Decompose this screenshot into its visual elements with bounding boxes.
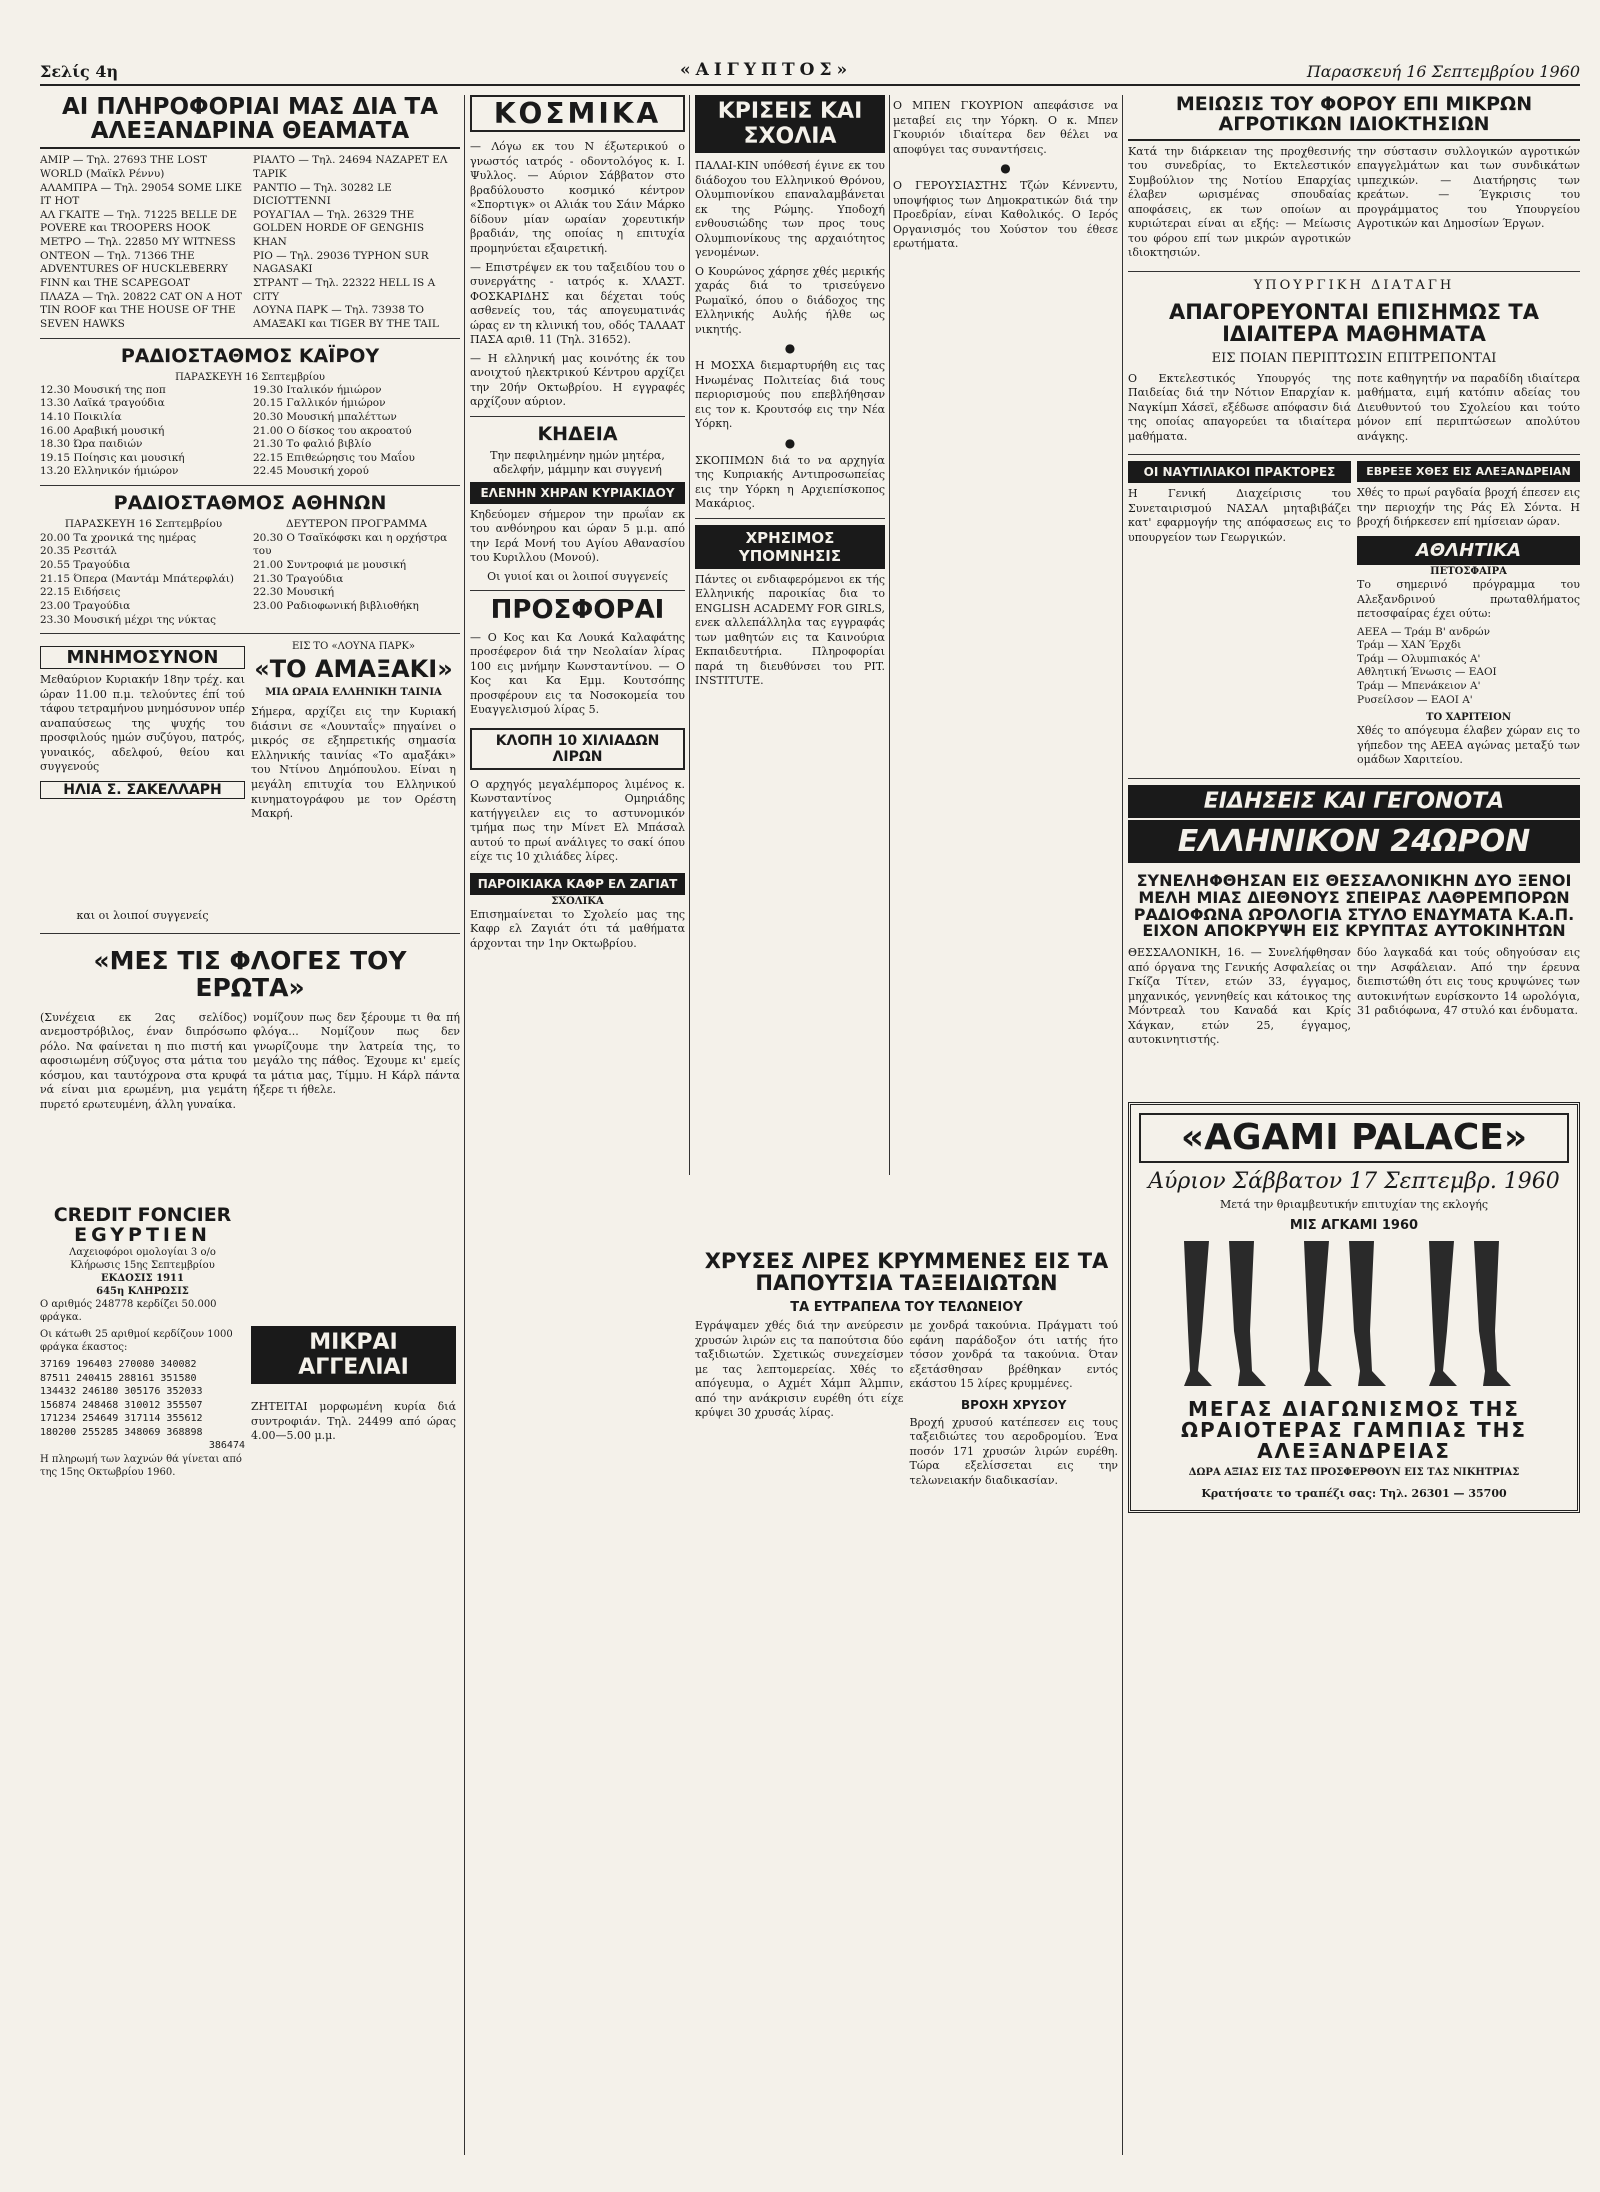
program-entry: 13.30 Λαϊκά τραγούδια <box>40 397 165 410</box>
number-row: 37169 196403 270080 340082 <box>40 1359 197 1371</box>
program-entry: 20.30 Ο Τσαϊκόφσκι και η ορχήστρα του <box>253 531 448 558</box>
program-entry: 23.30 Μουσική μέχρι της νύκτας <box>40 613 217 626</box>
serial-text-left: (Συνέχεια εκ 2ας σελίδος) ανεμοστρόβιλος, έναν διπρόσωπο ρόλο. Να φαίνεται η πιο πιστή και αφοσιωμένη σύζυγος στα μάτια του κόσμου, και ταυτόχρονα στα κρυφά νά είναι μια ερωμένη, μια γεμάτη πυρετό ερωτευμένη, άλλη γυναίκα. <box>40 1010 247 1111</box>
credit-numbers <box>40 1358 245 1453</box>
useful-title: ΧΡΗΣΙΜΟΣ ΥΠΟΜΝΗΣΙΣ <box>695 525 885 569</box>
tax-body <box>1128 145 1580 265</box>
agami-ad <box>1128 1102 1580 1513</box>
mpen-text: Ο ΜΠΕΝ ΓΚΟΥΡΙΟΝ απεφάσισε να μεταβεί εις την Υόρκη. Ο κ. Μπεν Γκουριόν ιδιαίτερα δεν θέλει να αποφύγει τας συναντήσεις. <box>893 99 1118 156</box>
credit-others: Οι κάτωθι 25 αριθμοί κερδίζουν 1000 φράγκα έκαστος: <box>40 1329 233 1354</box>
column-4 <box>893 95 1118 256</box>
news24-headline-3: ΡΑΔΙΟΦΩΝΑ ΩΡΟΛΟΓΙΑ ΣΤΥΛΟ ΕΝΔΥΜΑΤΑ Κ.Α.Π. <box>1133 904 1575 924</box>
theatres-right <box>253 154 460 331</box>
radio-cairo-schedule <box>40 384 460 479</box>
colony-text: Επισημαίνεται το Σχολείο μας της Καφρ ελ Ζαγιάτ ότι τά μαθήματα άρχονται την 1ην Οκτωβρίου. <box>470 907 685 950</box>
number-row: 156874 248468 310012 355507 <box>40 1399 203 1411</box>
separator-dot: ● <box>1000 161 1011 176</box>
number-row: 87511 240415 288161 351580 <box>40 1372 197 1384</box>
agami-title: «AGAMI PALACE» <box>1139 1113 1569 1163</box>
program-entry: 19.30 Ιταλικόν ήμιώρον <box>253 383 382 396</box>
social-text: — Λόγω εκ του Ν έξωτερικού ο γνωστός ιατρός - οδοντολόγος κ. Ι. Ψυλλος. — Αύριον Σάββατον στο βραδύλουστο κοσμικό κέντρον «Σπορτιγκ» οι Αλιάκ του Σάιν Μάρκο δίδουν μίαν ωραίαν χορευτικήν βραδιάν, της οποίας η επιτυχία προμηνύεται εξαιρετική. <box>470 140 685 255</box>
amaxaki-pre: ΕΙΣ ΤΟ «ΛΟΥΝΑ ΠΑΡΚ» <box>291 641 416 653</box>
rain-title: ΕΒΡΕΞΕ ΧΘΕΣ ΕΙΣ ΑΛΕΞΑΝΔΡΕΙΑΝ <box>1357 461 1580 482</box>
memorial-notice <box>40 640 245 927</box>
gold-body <box>695 1319 1118 1492</box>
legs-icon <box>1154 1241 1554 1391</box>
program-entry: 21.00 Ο δίσκος του ακροατού <box>253 424 412 437</box>
radio-athens-right <box>253 518 460 627</box>
number-row: 180200 255285 348069 368898 <box>40 1426 203 1438</box>
amaxaki-title: «ΤΟ ΑΜΑΞΑΚΙ» <box>254 655 453 684</box>
memorial-name: ΗΛΙΑ Σ. ΣΑΚΕΛΛΑΡΗ <box>40 781 245 799</box>
maritime-and-rain <box>1128 461 1580 771</box>
comments-paragraph: ΠΑΛΑΙ-ΚΙΝ υπόθεσή έγινε εκ του διάδοχου του Ελληνικού Θρόνου, Ολυμπιονίκου επαναλαμβάνεται εκ της Ρώμης. Υποδοχή ενθουσιώδης των προς τους Ολυμπιονίκους της αρχαιότητος γενομένων. <box>695 159 885 260</box>
radio-cairo-title: ΡΑΔΙΟΣΤΑΘΜΟΣ ΚΑΪΡΟΥ <box>120 344 380 367</box>
theatres-left <box>40 154 247 331</box>
program-entry: 16.00 Αραβική μουσική <box>40 424 165 437</box>
theatre-entry: ΡΟΥΑΓΙΑΛ — Τηλ. 26329 THE GOLDEN HORDE OF GENGHIS KHAN <box>253 208 425 249</box>
gold-title: ΧΡΥΣΕΣ ΛΙΡΕΣ ΚΡΥΜΜΕΝΕΣ ΕΙΣ ΤΑ ΠΑΠΟΥΤΣΙΑ ΤΑΞΕΙΔΙΩΤΩΝ <box>704 1250 1109 1296</box>
theatre-entry: ΑΛΑΜΠΡΑ — Τηλ. 29054 SOME LIKE IT HOT <box>40 181 243 208</box>
column-divider <box>689 95 690 1175</box>
tax-text-right: την σύστασιν συλλογικών αγροτικών επαγγελμάτων και των συνδικάτων ιμπεχικών. — Διατήρησις των κρεάτων. — Έγκρισις του προγράμματος του Υπουργείου Αγροτικών και Δημοσίων Έργων. <box>1357 144 1580 231</box>
masthead <box>40 50 1580 86</box>
gold-rain-text: Βροχή χρυσού κατέπεσεν εις τους ταξειδιώτες του αεροδρομίου. Ένα ποσόν 171 χρυσών λιρών ευρέθη. Τώρα εξελίσσεται εις την τελωνειακήν διαδικασίαν. <box>909 1415 1118 1487</box>
fixture-entry: Τράμ — Μπενάκειον Α' <box>1357 680 1481 693</box>
fixture-entry: Αθλητική Ένωσις — ΕΑΟΙ <box>1357 666 1497 679</box>
social-title: ΚΟΣΜΙΚΑ <box>493 97 662 130</box>
credit-note: Η πληρωμή των λαχνών θά γίνεται από της 15ης Οκτωβρίου 1960. <box>40 1453 242 1478</box>
credit-foncier-notice <box>40 1206 245 1482</box>
offers-title: ΠΡΟΣΦΟΡΑΙ <box>490 595 665 626</box>
program-entry: 22.15 Ειδήσεις <box>40 586 121 599</box>
program-entry: 23.00 Ραδιοφωνική βιβλιοθήκη <box>253 599 419 612</box>
column-divider <box>889 95 890 1175</box>
maritime-title: ΟΙ ΝΑΥΤΙΛΙΑΚΟΙ ΠΡΑΚΤΟΡΕΣ <box>1128 461 1351 483</box>
program-entry: 21.15 Όπερα (Μαντάμ Μπάτερφλάι) <box>40 572 234 585</box>
comments-title: ΚΡΙΣΕΙΣ ΚΑΙ ΣΧΟΛΙΑ <box>695 95 885 153</box>
ministry-headline: ΑΠΑΓΟΡΕΥΟΝΤΑΙ ΕΠΙΣΗΜΩΣ ΤΑ ΙΔΙΑΙΤΕΡΑ ΜΑΘΗΜΑΤΑ <box>1168 299 1540 346</box>
mpen-text-2: Ο ΓΕΡΟΥΣΙΑΣΤΗΣ Τζών Κέννεντυ, υποψήφιος των Δημοκρατικών διά την Προεδρίαν, είναι Καθολικός. Ο Ιερός Οργανισμός του Χούστον του έθεσε ερωτήματα. <box>893 179 1118 251</box>
agami-miss: ΜΙΣ ΑΓΚΑΜΙ 1960 <box>1289 1218 1419 1234</box>
social-text-2: — Επιστρέψεν εκ του ταξειδίου του ο συνεργάτης - ιατρός κ. ΧΛΑΣΤ. ΦΟΣΚΑΡΙΔΗΣ και δέχεται τούς ασθενείς του, τάς απογευματινάς ώρας εν τη κλινική του, οδός ΤΑΛΑΑΤ ΠΑΣΑ αριθ. 11 (Τηλ. 31652). <box>470 260 685 347</box>
funeral-title: ΚΗΔΕΙΑ <box>537 422 618 445</box>
agami-sub: ΔΩΡΑ ΑΞΙΑΣ ΕΙΣ ΤΑΣ ΠΡΟΣΦΕΡΘΟΥΝ ΕΙΣ ΤΑΣ ΝΙΚΗΤΡΙΑΣ <box>1188 1467 1520 1479</box>
colony-sub: ΣΧΟΛΙΚΑ <box>551 895 604 907</box>
memorial-and-film <box>40 640 460 927</box>
gold-text-left: Εγράψαμεν χθές διά την ανεύρεσιν χρυσών λιρών εις τα παπούτσια δύο ταξιδιωτών. Σχετικώς συνεχείσμεν με τας λεπτομερείας. Χθές το απόγευμα, ο Αχμέτ Χάμπ Άλμπιν, από την ανάκρισιν ευρέθη ότι είχε κρύψει 30 χρυσάς λίρας. <box>695 1319 904 1420</box>
theatre-entry: ΑΛ ΓΚΑΙΤΕ — Τηλ. 71225 BELLE DE POVERE και TROOPERS HOOK <box>40 208 237 235</box>
comments-paragraph: ΣΚΟΠΙΜΩΝ διά το να αρχηγία της Κυπριακής Αντιπροσωπείας εις την Υόρκη η Αρχιεπίσκοπος Μακάριος. <box>695 453 885 511</box>
program-entry: 20.00 Τα χρονικά της ημέρας <box>40 531 197 544</box>
tax-title: ΜΕΙΩΣΙΣ ΤΟΥ ΦΟΡΟΥ ΕΠΙ ΜΙΚΡΩΝ ΑΓΡΟΤΙΚΩΝ ΙΔΙΟΚΤΗΣΙΩΝ <box>1128 95 1580 141</box>
small-ads <box>251 1206 456 1482</box>
fixture-entry: Ρυσείλσον — ΕΑΟΙ Α' <box>1357 693 1473 706</box>
radio-cairo-right <box>253 384 460 479</box>
memorial-title: ΜΝΗΜΟΣΥΝΟΝ <box>40 646 245 669</box>
news24-body <box>1128 946 1580 1052</box>
program-entry: 23.00 Τραγούδια <box>40 599 131 612</box>
theatre-entry: ΡΙΑΛΤΟ — Τηλ. 24694 ΝΑΖΑΡΕΤ ΕΛ ΤΑΡΙΚ <box>253 154 448 180</box>
small-ads-title: ΜΙΚΡΑΙ ΑΓΓΕΛΙΑΙ <box>251 1326 456 1384</box>
ministry-body <box>1128 372 1580 449</box>
theft-title-box <box>470 728 685 770</box>
serial-body <box>40 1011 460 1117</box>
maritime-article <box>1128 461 1351 771</box>
sports-fixtures <box>1357 626 1580 708</box>
radio-cairo-date: ΠΑΡΑΣΚΕΥΗ 16 Σεπτεμβρίου <box>175 371 325 383</box>
agami-date: Αύριον Σάββατον 17 Σεπτεμβρ. 1960 <box>1148 1168 1560 1194</box>
column-5 <box>1128 95 1580 1513</box>
separator-dot: ● <box>784 341 796 356</box>
column-2 <box>470 95 685 955</box>
theatre-entry: ΠΛΑΖΑ — Τηλ. 20822 CAT ON A HOT TIN ROOF και THE HOUSE OF THE SEVEN HAWKS <box>40 290 242 330</box>
news24-headline-2: ΜΕΛΗ ΜΙΑΣ ΔΙΕΘΝΟΥΣ ΣΠΕΙΡΑΣ ΛΑΘΡΕΜΠΟΡΩΝ <box>1138 887 1570 907</box>
agami-text: Μετά την θριαμβευτικήν επιτυχίαν της εκλογής <box>1219 1197 1489 1211</box>
program-entry: 22.30 Μουσική <box>253 586 334 599</box>
sports-sub-2: ΤΟ ΧΑΡΙΤΕΙΟΝ <box>1426 712 1511 724</box>
number-row: 386474 <box>208 1440 245 1452</box>
program-entry: 12.30 Μουσική της ποπ <box>40 383 166 396</box>
paper-name: «ΑΙΓΥΠΤΟΣ» <box>680 60 853 80</box>
amaxaki-sub: ΜΙΑ ΩΡΑΙΑ ΕΛΛΗΝΙΚΗ ΤΑΙΝΙΑ <box>265 687 442 699</box>
issue-date: Παρασκευή 16 Σεπτεμβρίου 1960 <box>1306 62 1580 81</box>
rain-text: Χθές το πρωί ραγδαία βροχή έπεσεν εις την περιοχήν της Ράς Ελ Σόντα. Η βροχή διήρκεσεν επί ημίσειαν ώραν. <box>1357 486 1580 529</box>
sports-text: Το σημερινό πρόγραμμα του Αλεξανδρινού πρωταθλήματος πετοσφαίρας έχει ούτω: <box>1357 578 1580 621</box>
news24-banner-1: ΕΙΔΗΣΕΙΣ ΚΑΙ ΓΕΓΟΝΟΤΑ <box>1128 785 1580 818</box>
program-entry: 18.30 Ώρα παιδιών <box>40 438 143 451</box>
social-title-box <box>470 95 685 132</box>
news24-section <box>1128 785 1580 1052</box>
colony-title: ΠΑΡΟΙΚΙΑΚΑ ΚΑΦΡ ΕΛ ΖΑΓΙΑΤ <box>470 873 685 895</box>
theatre-entry: ΑΜΙΡ — Τηλ. 27693 THE LOST WORLD (Μαϊκλ Ρέννυ) <box>40 154 208 180</box>
radio-athens-title: ΡΑΔΙΟΣΤΑΘΜΟΣ ΑΘΗΝΩΝ <box>113 492 387 515</box>
funeral-intro: Την πεφιλημένην ημών μητέρα, αδελφήν, μάμμην και συγγενή <box>490 448 665 477</box>
small-ads-text: ΖΗΤΕΙΤΑΙ μορφωμένη κυρία διά συντροφιάν. Τηλ. 24499 από ώρας 4.00—5.00 μ.μ. <box>251 1400 456 1443</box>
funeral-closing: Οι γυιοί και οι λοιποί συγγενείς <box>487 569 668 583</box>
news24-banner-2: ΕΛΛΗΝΙΚΟΝ 24ΩΡΟΝ <box>1128 820 1580 863</box>
theft-title: ΚΛΟΠΗ 10 ΧΙΛΙΑΔΩΝ ΛΙΡΩΝ <box>495 732 660 765</box>
offers-text: — Ο Κος και Κα Λουκά Καλαφάτης προσέφερον διά την Νεολαίαν λίρας 100 εις μνήμην Κωνσταντίνου. — Ο Κος και Κα Εμμ. Κουτσόπης προσφέρουν εις τα Νοσοκομεία του Ευαγγελισμού λίρας 5. <box>470 630 685 717</box>
tax-text-left: Κατά την διάρκειαν της προχθεσινής του συνεδρίας, το Εκτελεστικόν Συμβούλιον της Νοτίου Επαρχίας έλαβεν ωρισμένας σπουδαίας αποφάσεις, εκ των οποίων αι κυριώτεραι είναι αι εξής: — Μείωσις του φόρου επί των μικρών αγροτικών ιδιοκτησιών. <box>1128 144 1351 260</box>
fixture-entry: ΑΕΕΑ — Τράμ Β' ανδρών <box>1357 625 1490 638</box>
theatre-entry: ΜΕΤΡΟ — Τηλ. 22850 MY WITNESS <box>40 236 236 249</box>
sports-title: ΑΘΛΗΤΙΚΑ <box>1357 536 1580 565</box>
news24-text-left: ΘΕΣΣΑΛΟΝΙΚΗ, 16. — Συνελήφθησαν από όργανα της Γενικής Ασφαλείας οι Γκίζα Τίτεν, ετών 33, έγγαμος, μηχανικός, γεννηθείς και κάτοικος της Μόντρεαλ του Καναδά και Κρίς Χάγκαν, ετών 25, έγγαμος, αυτοκινητιστής. <box>1128 946 1351 1047</box>
theatre-entry: ΛΟΥΝΑ ΠΑΡΚ — Τηλ. 73938 ΤΟ ΑΜΑΞΑΚΙ και TIGER BY THE TAIL <box>253 304 439 330</box>
program-entry: 19.15 Ποίησις και μουσική <box>40 451 185 464</box>
news24-headline-1: ΣΥΝΕΛΗΦΘΗΣΑΝ ΕΙΣ ΘΕΣΣΑΛΟΝΙΚΗΝ ΔΥΟ ΞΕΝΟΙ <box>1136 870 1572 890</box>
sports-text-2: Χθές το απόγευμα έλαβεν χώραν εις το γήπεδον της ΑΕΕΑ αγώνας μεταξύ των ομάδων Χαριτείου. <box>1357 724 1580 767</box>
funeral-text: Κηδεύομεν σήμερον την πρωΐαν εκ του ανθόνηρου και ώραν 5 μ.μ. από την Ιερά Μονή του Αγίου Αθανασίου του Κυριλλου (Μονού). <box>470 507 685 565</box>
ministry-title: ΥΠΟΥΡΓΙΚΗ ΔΙΑΤΑΓΗ <box>1253 278 1455 293</box>
ministry-sub: ΕΙΣ ΠΟΙΑΝ ΠΕΡΙΠΤΩΣΙΝ ΕΠΙΤΡΕΠΟΝΤΑΙ <box>1211 350 1497 366</box>
radio-cairo-left <box>40 384 247 479</box>
program-entry: 20.35 Ρεσιτάλ <box>40 545 117 558</box>
program-entry: 20.15 Γαλλικόν ήμιώρον <box>253 397 386 410</box>
program-entry: 20.30 Μουσική μπαλέττων <box>253 410 397 423</box>
page-number: Σελίς 4η <box>40 62 119 81</box>
program-entry: 22.45 Μουσική χορού <box>253 465 369 478</box>
column-divider <box>1122 95 1123 2155</box>
theatre-entry: ΟΝΤΕΟΝ — Τηλ. 71366 THE ADVENTURES OF HUCKLEBERRY FINN και THE SCAPEGOAT <box>40 249 228 290</box>
credit-draw: Κλήρωσις 15ης Σεπτεμβρίου <box>70 1260 215 1272</box>
credit-prize: Ο αριθμός 248778 κερδίζει 50.000 φράγκα. <box>40 1299 217 1324</box>
credit-draw-number: 645η ΚΛΗΡΩΣΙΣ <box>96 1286 189 1298</box>
comments-paragraph: Ο Κουρώνος χάρησε χθές μερικής χαράς διά το τρισεύγενο Ρωμαϊκό, όπου ο διάδοχος της Ελληνικής Αυλής ήλθε ως νικητής. <box>695 264 885 336</box>
credit-foncier-subtitle: EGYPTIEN <box>74 1224 211 1247</box>
fixture-entry: Τράμ — Ολυμπιακός Α' <box>1357 652 1481 665</box>
maritime-text: Η Γενική Διαχείρισις του Συνεταιρισμού ΝΑΣΑΛ μηταβιβάζει κατ' εφαρμογήν της απόφασεως εις το υπουργείον των Γεωργικών. <box>1128 487 1351 544</box>
program-entry: 14.10 Ποικιλία <box>40 410 122 423</box>
gold-right <box>910 1319 1119 1492</box>
program-date: ΠΑΡΑΣΚΕΥΗ 16 Σεπτεμβρίου <box>64 518 223 531</box>
rain-article <box>1357 461 1580 771</box>
column-1 <box>40 95 460 1483</box>
column-3 <box>695 95 885 693</box>
news24-headline-4: ΕΙΧΟΝ ΑΠΟΚΡΥΨΗ ΕΙΣ ΚΡΥΠΤΑΣ ΑΥΤΟΚΙΝΗΤΩΝ <box>1142 921 1566 941</box>
ministry-text-right: ποτε καθηγητήν να παραδίδη ιδιαίτερα μαθήματα, ειμή κατόπιν αδείας του Διευθυντού του Σχολείου και τούτο μόνον επί περιπτώσεων απολύτου ανάγκης. <box>1357 371 1580 443</box>
amaxaki-text: Σήμερα, αρχίζει εις την Κυριακή διάσινι σε «Λουνταΐς» πηγαίνει ο μικρός σε εξηπρετικής σημασία Ελληνικής ταινίας «Το αμαξάκι» του Ντίνου Δημόπουλου. Είναι η μεγάλη επιτυχία του Ελληνικού κινηματογράφου με τον Ορέστη Μακρή. <box>251 705 456 821</box>
column-divider <box>464 95 465 2155</box>
radio-cairo-section <box>40 345 460 479</box>
credit-foncier-title: CREDIT FONCIER <box>53 1204 232 1227</box>
separator-dot: ● <box>784 435 796 450</box>
program-entry: 21.30 Τραγούδια <box>253 572 344 585</box>
credit-issue: ΕΚΔΟΣΙΣ 1911 <box>101 1273 184 1285</box>
radio-athens-section <box>40 492 460 627</box>
serial-title: «ΜΕΣ ΤΙΣ ΦΛΟΓΕΣ ΤΟΥ ΕΡΩΤΑ» <box>93 946 407 1002</box>
fixture-entry: Τράμ — ΧΑΝ Έρχδι <box>1357 639 1462 652</box>
radio-athens-schedule <box>40 518 460 627</box>
gold-story <box>695 1250 1118 1492</box>
theatre-entry: ΣΤΡΑΝΤ — Τηλ. 22322 HELL IS A CITY <box>253 277 436 303</box>
funeral-name: ΕΛΕΝΗΝ ΧΗΡΑΝ ΚΥΡΙΑΚΙΔΟΥ <box>470 482 685 504</box>
theatre-entry: ΡΑΝΤΙΟ — Τηλ. 30282 LE DICIOTTENNI <box>253 181 392 208</box>
program-entry: 21.30 Το φαλιό βιβλίο <box>253 438 372 451</box>
radio-athens-left <box>40 518 247 627</box>
number-row: 134432 246180 305176 352033 <box>40 1386 203 1398</box>
amaxaki-article <box>251 640 456 927</box>
theft-text: Ο αρχηγός μεγαλέμπορος λιμένος κ. Κωνσταντίνος Ομηριάδης κατήγγειλεν εις το αστυνομικόν τμήμα πως την Μίνετ Ελ Μπάσαλ αυτού το πρωί ανάλιγες το σακί όπου είχε τις 10 χιλιάδες λίρες. <box>470 777 685 864</box>
program-entry: 22.15 Επιθεώρησις του Μαΐου <box>253 451 415 464</box>
program-date: ΔΕΥΤΕΡΟΝ ΠΡΟΓΡΑΜΜΑ <box>286 518 427 531</box>
agami-phone: Κρατήσατε το τραπέζι σας: Τηλ. 26301 — 35700 <box>1201 1487 1507 1501</box>
useful-text: Πάντες οι ενδιαφερόμενοι εκ τής Ελληνικής παροικίας δια το ENGLISH ACADEMY FOR GIRLS, ενεκ αλλεπάλληλα τας εγγραφάς των μαθητών εις τα Καινούρια Εκπαιδευτήρια. Πληροφορίαι παρά τη διευθύνσει του PIT. INSTITUTE. <box>695 572 885 688</box>
number-row: 171234 254649 317114 355612 <box>40 1413 203 1425</box>
news24-text-right: δύο λαγκαδά και τούς οδηγούσαν εις την Ασφάλειαν. Από την έρευνα διεπιστώθη ότι εις τους κρυψώνες των αυτοκινήτων ευρίσκοντο 14 ωρολόγια, 31 ραδιόφωνα, 47 στυλό και ένδυματα. <box>1357 946 1580 1018</box>
theatre-entry: ΡΙΟ — Τηλ. 29036 TYPHON SUR NAGASAKI <box>253 249 429 276</box>
gold-rain-title: ΒΡΟΧΗ ΧΡΥΣΟΥ <box>961 1397 1067 1412</box>
legs-illustration <box>1139 1241 1569 1391</box>
gold-sub: ΤΑ ΕΥΤΡΑΠΕΛΑ ΤΟΥ ΤΕΛΩΝΕΙΟΥ <box>790 1300 1023 1316</box>
theatres-section <box>40 95 460 332</box>
credit-bonds: Λαχειοφόροι ομολογίαι 3 ο/ο <box>69 1247 216 1259</box>
theatres-headline: ΑΙ ΠΛΗΡΟΦΟΡΙΑΙ ΜΑΣ ΔΙΑ ΤΑ ΑΛΕΞΑΝΔΡΙΝΑ ΘΕΑΜΑΤΑ <box>40 95 460 149</box>
theatres-listing <box>40 154 460 331</box>
gold-text-right: με χονδρά τακούνια. Πράγματι τού εφάνη παράδοξον ότι ιατής ήτο τόσον χονδρά τα τακούνια. Όταν εξετάσθησαν βρέθηκαν εντός εκάστου 15 λίρες κρυμμένες. <box>909 1319 1118 1391</box>
agami-contest: ΜΕΓΑΣ ΔΙΑΓΩΝΙΣΜΟΣ ΤΗΣ ΩΡΑΙΟΤΕΡΑΣ ΓΑΜΠΙΑΣ ΤΗΣ ΑΛΕΞΑΝΔΡΕΙΑΣ <box>1180 1397 1528 1464</box>
program-entry: 21.00 Συντροφιά με μουσική <box>253 559 407 572</box>
memorial-closing: και οι λοιποί συγγενείς <box>76 908 209 922</box>
ministry-text-left: Ο Εκτελεστικός Υπουργός της Παιδείας διά την Νότιον Επαρχίαν κ. Ναγκίμπ Χάσεϊ, εξέδωσε απόφασιν διά της οποίας απαγορεύει τα ιδιαίτερα μαθήματα. <box>1128 371 1351 443</box>
credit-and-ads <box>40 1206 460 1482</box>
social-text-3: — Η ελληνική μας κοινότης έκ του ανοιχτού ηλεκτρικού Κέντρου αρχίζει την 20ήν Οκτωβρίου. Η εγγραφές αρχίζουν αύριον. <box>470 351 685 409</box>
serial-text-right: νομίζουν πως δεν ξέρουμε τι θα πή φλόγα... Νομίζουν πως δεν γνωρίζουμε την λατρεία της, το μεγάλο της πάθος. Έχουμε κι' εμείς τα μάτια μας, Τίμμυ. Η Κάρλ πάντα ήξερε τι ήθελε. <box>253 1010 460 1097</box>
program-entry: 13.20 Ελληνικόν ήμιώρον <box>40 465 179 478</box>
program-entry: 20.55 Τραγούδια <box>40 559 131 572</box>
memorial-text: Μεθαύριον Κυριακήν 18ην τρέχ. και ώραν 11.00 π.μ. τελούντες έπί τού τάφου τετραμήνου μνημόσυνον υπέρ αναπαύσεως της ψυχής του προσφιλούς ημών συζύγου, πατρός, γυναικός, αδελφού, θείου και συγγενούς <box>40 673 245 774</box>
sports-sub: ΠΕΤΟΣΦΑΙΡΑ <box>1430 566 1507 577</box>
comments-paragraph: Η ΜΟΣΧΑ διεμαρτυρήθη εις τας Ηνωμένας Πολιτείας διά τους περιορισμούς που επεβλήθησαν εις τον κ. Κρουτσόφ εις την Νέα Υόρκη. <box>695 359 885 431</box>
